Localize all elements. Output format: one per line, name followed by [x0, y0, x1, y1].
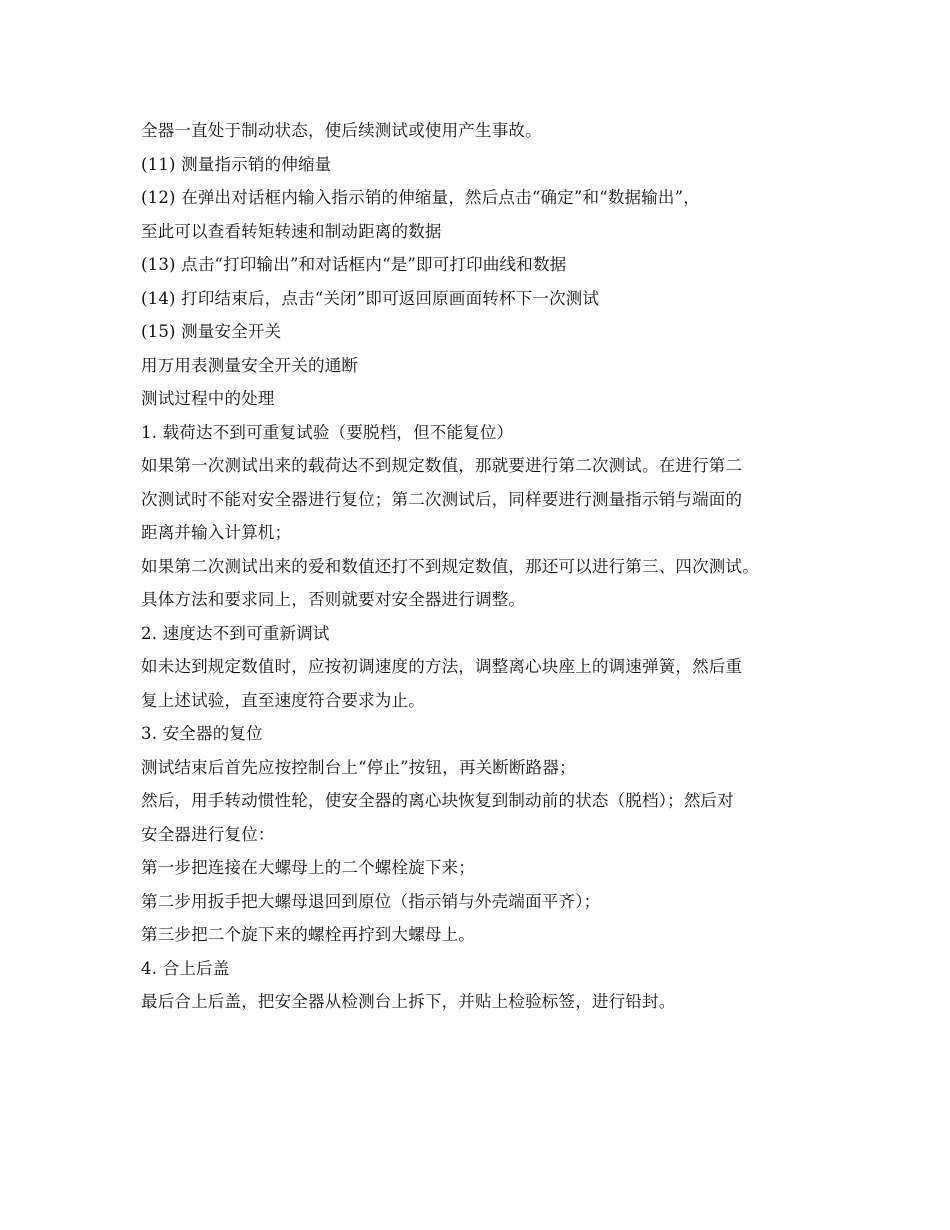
text-line: 至此可以查看转矩转速和制动距离的数据 — [141, 221, 442, 241]
item-1-heading: 1. 载荷达不到可重复试验（要脱档，但不能复位） — [141, 422, 514, 442]
text-line: 如未达到规定数值时，应按初调速度的方法，调整离心块座上的调速弹簧，然后重 — [141, 657, 743, 676]
step-11-heading: (11) 测量指示销的伸缩量 — [141, 154, 332, 174]
item-2-heading: 2. 速度达不到可重新调试 — [141, 623, 330, 643]
step-13-text: (13) 点击“打印输出”和对话框内“是”即可打印曲线和数据 — [141, 255, 567, 274]
step-12-text: (12) 在弹出对话框内输入指示销的伸缩量，然后点击“确定”和“数据输出”， — [141, 188, 700, 207]
text-line: 安全器进行复位： — [141, 824, 275, 844]
text-line: 次测试时不能对安全器进行复位；第二次测试后，同样要进行测量指示销与端面的 — [141, 489, 743, 509]
reset-step-1: 第一步把连接在大螺母上的二个螺栓旋下来； — [141, 858, 475, 877]
text-line: 距离并输入计算机； — [141, 523, 292, 542]
text-line: 具体方法和要求同上，否则就要对安全器进行调整。 — [141, 590, 526, 609]
text-line: 然后，用手转动惯性轮，使安全器的离心块恢复到制动前的状态（脱档）；然后对 — [141, 791, 734, 810]
text-line: 全器一直处于制动状态，使后续测试或使用产生事故。 — [141, 121, 542, 140]
reset-step-3: 第三步把二个旋下来的螺栓再拧到大螺母上。 — [141, 925, 475, 944]
text-line: 最后合上后盖，把安全器从检测台上拆下，并贴上检验标签，进行铅封。 — [141, 992, 676, 1011]
text-line: 复上述试验，直至速度符合要求为止。 — [141, 690, 425, 710]
text-line: 测试结束后首先应按控制台上“停止”按钮，再关断断路器； — [141, 757, 576, 777]
text-line: 如果第二次测试出来的爱和数值还打不到规定数值，那还可以进行第三、四次测试。 — [141, 556, 759, 576]
section-heading: 测试过程中的处理 — [141, 389, 275, 408]
step-15-heading: (15) 测量安全开关 — [141, 322, 282, 341]
item-3-heading: 3. 安全器的复位 — [141, 724, 263, 743]
item-4-heading: 4. 合上后盖 — [141, 958, 230, 978]
text-line: 用万用表测量安全开关的通断 — [141, 355, 359, 375]
reset-step-2: 第二步用扳手把大螺母退回到原位（指示销与外壳端面平齐）； — [141, 891, 601, 911]
step-14-text: (14) 打印结束后，点击“关闭”即可返回原画面转杯下一次测试 — [141, 288, 600, 308]
document-body — [141, 114, 931, 1019]
text-line: 如果第一次测试出来的载荷达不到规定数值，那就要进行第二次测试。在进行第二 — [141, 456, 743, 475]
